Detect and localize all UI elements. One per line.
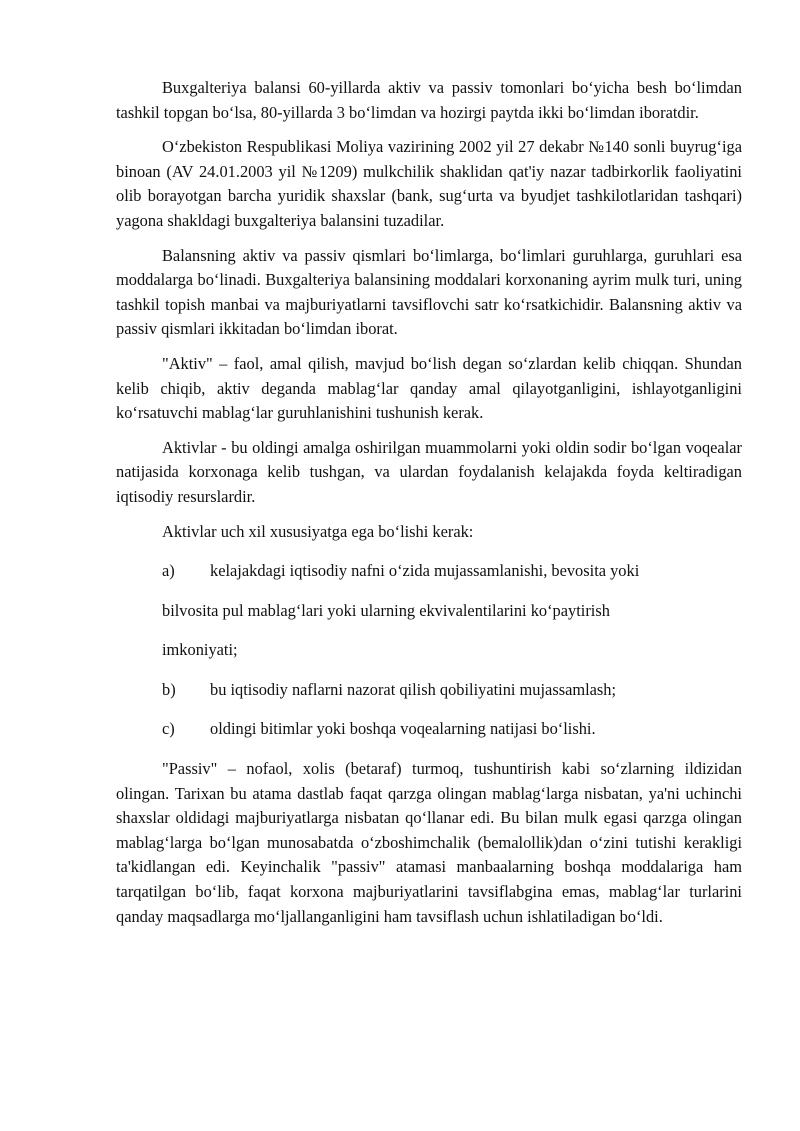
list-item-a <box>116 559 742 584</box>
list-item-c <box>116 717 742 742</box>
paragraph-aktiv-definition: "Aktiv" – faol, amal qilish, mavjud bo‘lish degan so‘zlardan kelib chiqqan. Shundan kelib chiqib, aktiv deganda mablag‘lar qanday amal qilayotganligini, ishlayotganligini ko‘rsatuvchi mablag‘lar guruhlanishini tushunish kerak. <box>116 353 742 423</box>
list-item-a-continuation-1: bilvosita pul mablag‘lari yoki ularning ekvivalentilarini ko‘paytirish <box>162 600 610 620</box>
list-marker-b: b) <box>162 679 176 699</box>
list-item-a-continuation-2: imkoniyati; <box>162 640 238 660</box>
list-text-a: kelajakdagi iqtisodiy nafni o‘zida mujassamlanishi, bevosita yoki <box>210 561 640 581</box>
paragraph-assets-definition: Aktivlar - bu oldingi amalga oshirilgan muammolarni yoki oldin sodir bo‘lgan voqealar natijasida korxonaga kelib tushgan, va ulardan foydalanish kelajakda foyda keltiradigan iqtisodiy resurslardir. <box>116 437 742 506</box>
paragraph-ministry-order: O‘zbekiston Respublikasi Moliya vazirining 2002 yil 27 dekabr №140 sonli buyrug‘iga binoan (AV 24.01.2003 yil №1209) mulkchilik shaklidan qat'iy nazar tadbirkorlik faoliyatini olib borayotgan barcha yuridik shaxslar (bank, sug‘urta va byudjet tashkilotlaridan tashqari) yagona shakldagi buxgalteriya balansini tuzadilar. <box>116 137 742 230</box>
paragraph-passiv-definition: "Passiv" – nofaol, xolis (betaraf) turmoq, tushuntirish kabi so‘zlarning ildizidan olingan. Tarixan bu atama dastlab faqat qarzga olingan mablag‘larga nisbatan, ya'ni uchinchi shaxslar oldidagi majburiyatlarga nisbatan qo‘llanar edi. Bu bilan mulk egasi qarzga olingan mablag‘larga bo‘lgan munosabatda o‘zboshimchalik (bemalollik)dan o‘zini tutishi kerakligi ta'kidlangan edi. Keyinchalik "passiv" atamasi manbaalarning boshqa moddalariga ham tarqatilgan bo‘lib, faqat korxona majburiyatlarini tavsiflabgina emas, mablag‘lar turlarini qanday maqsadlarga mo‘ljallanganligini ham tavsiflash uchun ishlatiladigan bo‘ldi. <box>116 759 742 926</box>
list-text-c: oldingi bitimlar yoki boshqa voqealarning natijasi bo‘lishi. <box>210 719 596 739</box>
paragraph-balance-history: Buxgalteriya balansi 60-yillarda aktiv va passiv tomonlari bo‘yicha besh bo‘limdan tashkil topgan bo‘lsa, 80-yillarda 3 bo‘limdan va hozirgi paytda ikki bo‘limdan iboratdir. <box>116 78 742 122</box>
paragraph-balance-structure: Balansning aktiv va passiv qismlari bo‘limlarga, bo‘limlari guruhlarga, guruhlari esa moddalarga bo‘linadi. Buxgalteriya balansining moddalari korxonaning ayrim mulk turi, uning tashkil topish manbai va majburiyatlarni tavsiflovchi satr ko‘rsatkichidir. Balansning aktiv va passiv qismlari ikkitadan bo‘limdan iborat. <box>116 245 742 339</box>
list-text-b: bu iqtisodiy naflarni nazorat qilish qobiliyatini mujassamlash; <box>210 679 617 699</box>
list-marker-c: c) <box>162 719 175 739</box>
paragraph-assets-properties-intro: Aktivlar uch xil xususiyatga ega bo‘lishi kerak: <box>162 521 474 541</box>
document-page <box>116 76 742 939</box>
list-item-b <box>116 678 742 703</box>
list-marker-a: a) <box>162 561 175 581</box>
